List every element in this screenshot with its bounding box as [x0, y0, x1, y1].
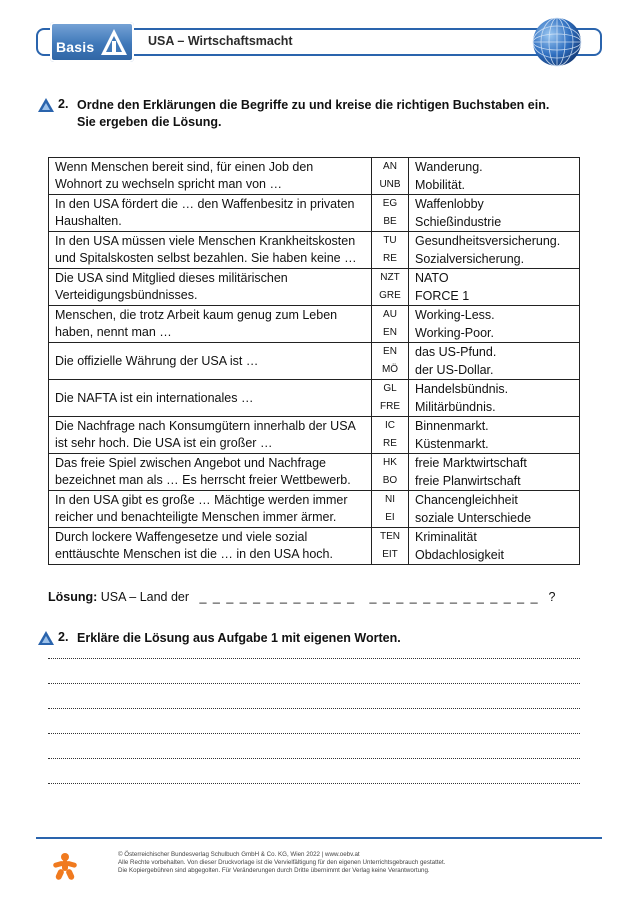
- table-row: [49, 491, 580, 528]
- answers-cell: [409, 195, 580, 232]
- table-row: [49, 454, 580, 491]
- table-row: [49, 417, 580, 454]
- answer-option-1: Chancengleichheit: [415, 493, 518, 507]
- answers-cell: [409, 528, 580, 565]
- answer-option-1: Working-Less.: [415, 308, 495, 322]
- answer-option-2: Sozialversicherung.: [415, 252, 525, 266]
- letter-option-2[interactable]: MÖ: [381, 364, 399, 375]
- answer-option-2: Obdachlosigkeit: [415, 548, 504, 562]
- letter-option-2[interactable]: UNB: [379, 179, 401, 190]
- letter-option-2[interactable]: FRE: [380, 401, 400, 412]
- answers-cell: [409, 380, 580, 417]
- answers-cell: [409, 454, 580, 491]
- task-1-line-1: Ordne den Erklärungen die Begriffe zu und kreise die richtigen Buchstaben ein.: [77, 98, 550, 112]
- basis-logo: [50, 22, 134, 62]
- table-row: [49, 380, 580, 417]
- question-line-2: haben, nennt man …: [55, 325, 172, 339]
- letter-option-2[interactable]: EI: [385, 512, 395, 523]
- answer-option-2: der US-Dollar.: [415, 363, 494, 377]
- letter-option-1[interactable]: EN: [383, 346, 397, 357]
- answer-option-1: Gesundheitsversicherung.: [415, 234, 561, 248]
- question-line-1: In den USA gibt es große … Mächtige werden immer: [55, 493, 348, 507]
- answer-option-1: freie Marktwirtschaft: [415, 456, 527, 470]
- solution-label: Lösung:: [48, 590, 98, 604]
- answer-option-2: Schießindustrie: [415, 215, 502, 229]
- answer-option-1: Binnenmarkt.: [415, 419, 489, 433]
- question-line-1: Die offizielle Währung der USA ist …: [55, 353, 259, 368]
- writing-line[interactable]: [48, 683, 580, 684]
- answers-cell: [409, 306, 580, 343]
- table-row: [49, 195, 580, 232]
- question-line-2: Verteidigungsbündnisses.: [55, 288, 198, 302]
- question-line-1: Menschen, die trotz Arbeit kaum genug zum Leben: [55, 308, 338, 322]
- task-1-text: [77, 97, 617, 131]
- letter-option-1[interactable]: TU: [383, 235, 397, 246]
- writing-line[interactable]: [48, 733, 580, 734]
- letter-option-1[interactable]: AU: [383, 309, 397, 320]
- footer-line-2: Alle Rechte vorbehalten. Von dieser Druckvorlage ist die Vervielfältigung für den eigenen Unterrichtsgebrauch gestattet.: [118, 859, 446, 866]
- question-cell: [49, 491, 372, 528]
- question-line-2: ist sehr hoch. Die USA ist ein großer …: [55, 436, 273, 450]
- letters-cell: [372, 491, 409, 528]
- writing-line[interactable]: [48, 708, 580, 709]
- table-row: [49, 343, 580, 380]
- solution-blank-1[interactable]: _ _ _ _ _ _ _ _ _ _ _ _: [199, 590, 356, 604]
- letter-option-1[interactable]: GL: [383, 383, 397, 394]
- letter-option-1[interactable]: NZT: [380, 272, 400, 283]
- letters-cell: [372, 454, 409, 491]
- answers-cell: [409, 269, 580, 306]
- table-row: [49, 528, 580, 565]
- question-cell: [49, 195, 372, 232]
- answers-cell: [409, 343, 580, 380]
- question-line-1: Durch lockere Waffengesetze und viele sozial: [55, 530, 308, 544]
- answer-option-2: Mobilität.: [415, 178, 466, 192]
- question-cell: [49, 454, 372, 491]
- question-line-1: Die USA sind Mitglied dieses militärischen: [55, 271, 288, 285]
- letters-cell: [372, 195, 409, 232]
- answer-option-2: soziale Unterschiede: [415, 511, 532, 525]
- table-row: [49, 269, 580, 306]
- footer-copyright: [118, 851, 598, 875]
- footer-divider: [36, 837, 602, 839]
- answer-option-1: Handelsbündnis.: [415, 382, 509, 396]
- letter-option-1[interactable]: IC: [385, 420, 395, 431]
- letters-cell: [372, 158, 409, 195]
- letter-option-2[interactable]: BO: [382, 475, 398, 486]
- letters-cell: [372, 528, 409, 565]
- question-line-2: enttäuschte Menschen ist die … in den USA hoch.: [55, 547, 333, 561]
- letter-option-1[interactable]: AN: [383, 161, 397, 172]
- writing-line[interactable]: [48, 783, 580, 784]
- table-row: [49, 158, 580, 195]
- answers-cell: [409, 417, 580, 454]
- solution-line: [48, 590, 556, 604]
- question-line-2: und Spitalskosten selbst bezahlen. Sie haben keine …: [55, 251, 357, 265]
- globe-icon: [531, 16, 583, 68]
- answers-cell: [409, 158, 580, 195]
- task-2-number: 2.: [58, 630, 69, 644]
- letter-option-2[interactable]: RE: [383, 253, 397, 264]
- letters-cell: [372, 343, 409, 380]
- answer-option-2: freie Planwirtschaft: [415, 474, 521, 488]
- writing-line[interactable]: [48, 658, 580, 659]
- solution-blank-2[interactable]: _ _ _ _ _ _ _ _ _ _ _ _ _: [369, 590, 540, 604]
- level-triangle-icon: [38, 631, 54, 645]
- letters-cell: [372, 380, 409, 417]
- question-line-2: reicher und benachteiligte Menschen immer ärmer.: [55, 510, 337, 524]
- question-cell: [49, 269, 372, 306]
- question-line-1: Wenn Menschen bereit sind, für einen Job den: [55, 160, 314, 174]
- letter-option-1[interactable]: NI: [385, 494, 395, 505]
- question-line-2: Wohnort zu wechseln spricht man von …: [55, 177, 282, 191]
- answer-option-2: Militärbündnis.: [415, 400, 496, 414]
- letter-option-2[interactable]: GRE: [379, 290, 401, 301]
- letter-option-2[interactable]: EN: [383, 327, 397, 338]
- table-row: [49, 306, 580, 343]
- answer-option-1: Wanderung.: [415, 160, 483, 174]
- question-line-1: Die NAFTA ist ein internationales …: [55, 390, 254, 405]
- letters-cell: [372, 417, 409, 454]
- question-line-1: Das freie Spiel zwischen Angebot und Nachfrage: [55, 456, 326, 470]
- answers-cell: [409, 491, 580, 528]
- letter-option-1[interactable]: EG: [382, 198, 398, 209]
- letter-option-1[interactable]: TEN: [380, 531, 400, 542]
- answer-option-1: Kriminalität: [415, 530, 477, 544]
- question-line-1: Die Nachfrage nach Konsumgütern innerhalb der USA: [55, 419, 356, 433]
- table-row: [49, 232, 580, 269]
- letter-option-2[interactable]: RE: [383, 438, 397, 449]
- level-triangle-icon: [38, 98, 54, 112]
- answer-option-1: das US-Pfund.: [415, 345, 497, 359]
- question-line-2: bezeichnet man als … Es herrscht freier Wettbewerb.: [55, 473, 351, 487]
- question-cell: [49, 158, 372, 195]
- letter-option-2[interactable]: BE: [383, 216, 397, 227]
- question-line-2: Haushalten.: [55, 214, 122, 228]
- footer-line-1: © Österreichischer Bundesverlag Schulbuch GmbH & Co. KG, Wien 2022 | www.oebv.at: [118, 851, 360, 858]
- letters-cell: [372, 232, 409, 269]
- task-2-text: Erkläre die Lösung aus Aufgabe 1 mit eigenen Worten.: [77, 631, 401, 645]
- footer-line-3: Die Kopiergebühren sind abgegolten. Für Veränderungen durch Dritte übernimmt der Verlag keine Verantwortung.: [118, 867, 430, 874]
- question-cell: [49, 417, 372, 454]
- answer-option-1: Waffenlobby: [415, 197, 484, 211]
- question-cell: [49, 380, 372, 417]
- answer-option-1: NATO: [415, 271, 449, 285]
- answers-cell: [409, 232, 580, 269]
- solution-text: USA – Land der: [100, 590, 190, 604]
- basis-logo-text: Basis: [56, 39, 95, 55]
- letters-cell: [372, 269, 409, 306]
- matching-table: [48, 157, 580, 565]
- page-title: USA – Wirtschaftsmacht: [148, 34, 293, 48]
- question-line-1: In den USA müssen viele Menschen Krankheitskosten: [55, 234, 356, 248]
- answer-option-2: Working-Poor.: [415, 326, 494, 340]
- question-cell: [49, 343, 372, 380]
- question-line-1: In den USA fördert die … den Waffenbesitz in privaten: [55, 197, 355, 211]
- question-cell: [49, 528, 372, 565]
- task-1-number: 2.: [58, 97, 69, 111]
- question-cell: [49, 306, 372, 343]
- basis-triangle-icon: [100, 27, 128, 57]
- answer-option-2: Küstenmarkt.: [415, 437, 489, 451]
- task-1-line-2: Sie ergeben die Lösung.: [77, 115, 222, 129]
- letter-option-1[interactable]: HK: [383, 457, 397, 468]
- answer-option-2: FORCE 1: [415, 289, 470, 303]
- solution-end: ?: [548, 590, 556, 604]
- oebv-logo-icon: [50, 851, 80, 881]
- letter-option-2[interactable]: EIT: [382, 549, 398, 560]
- question-cell: [49, 232, 372, 269]
- writing-line[interactable]: [48, 758, 580, 759]
- letters-cell: [372, 306, 409, 343]
